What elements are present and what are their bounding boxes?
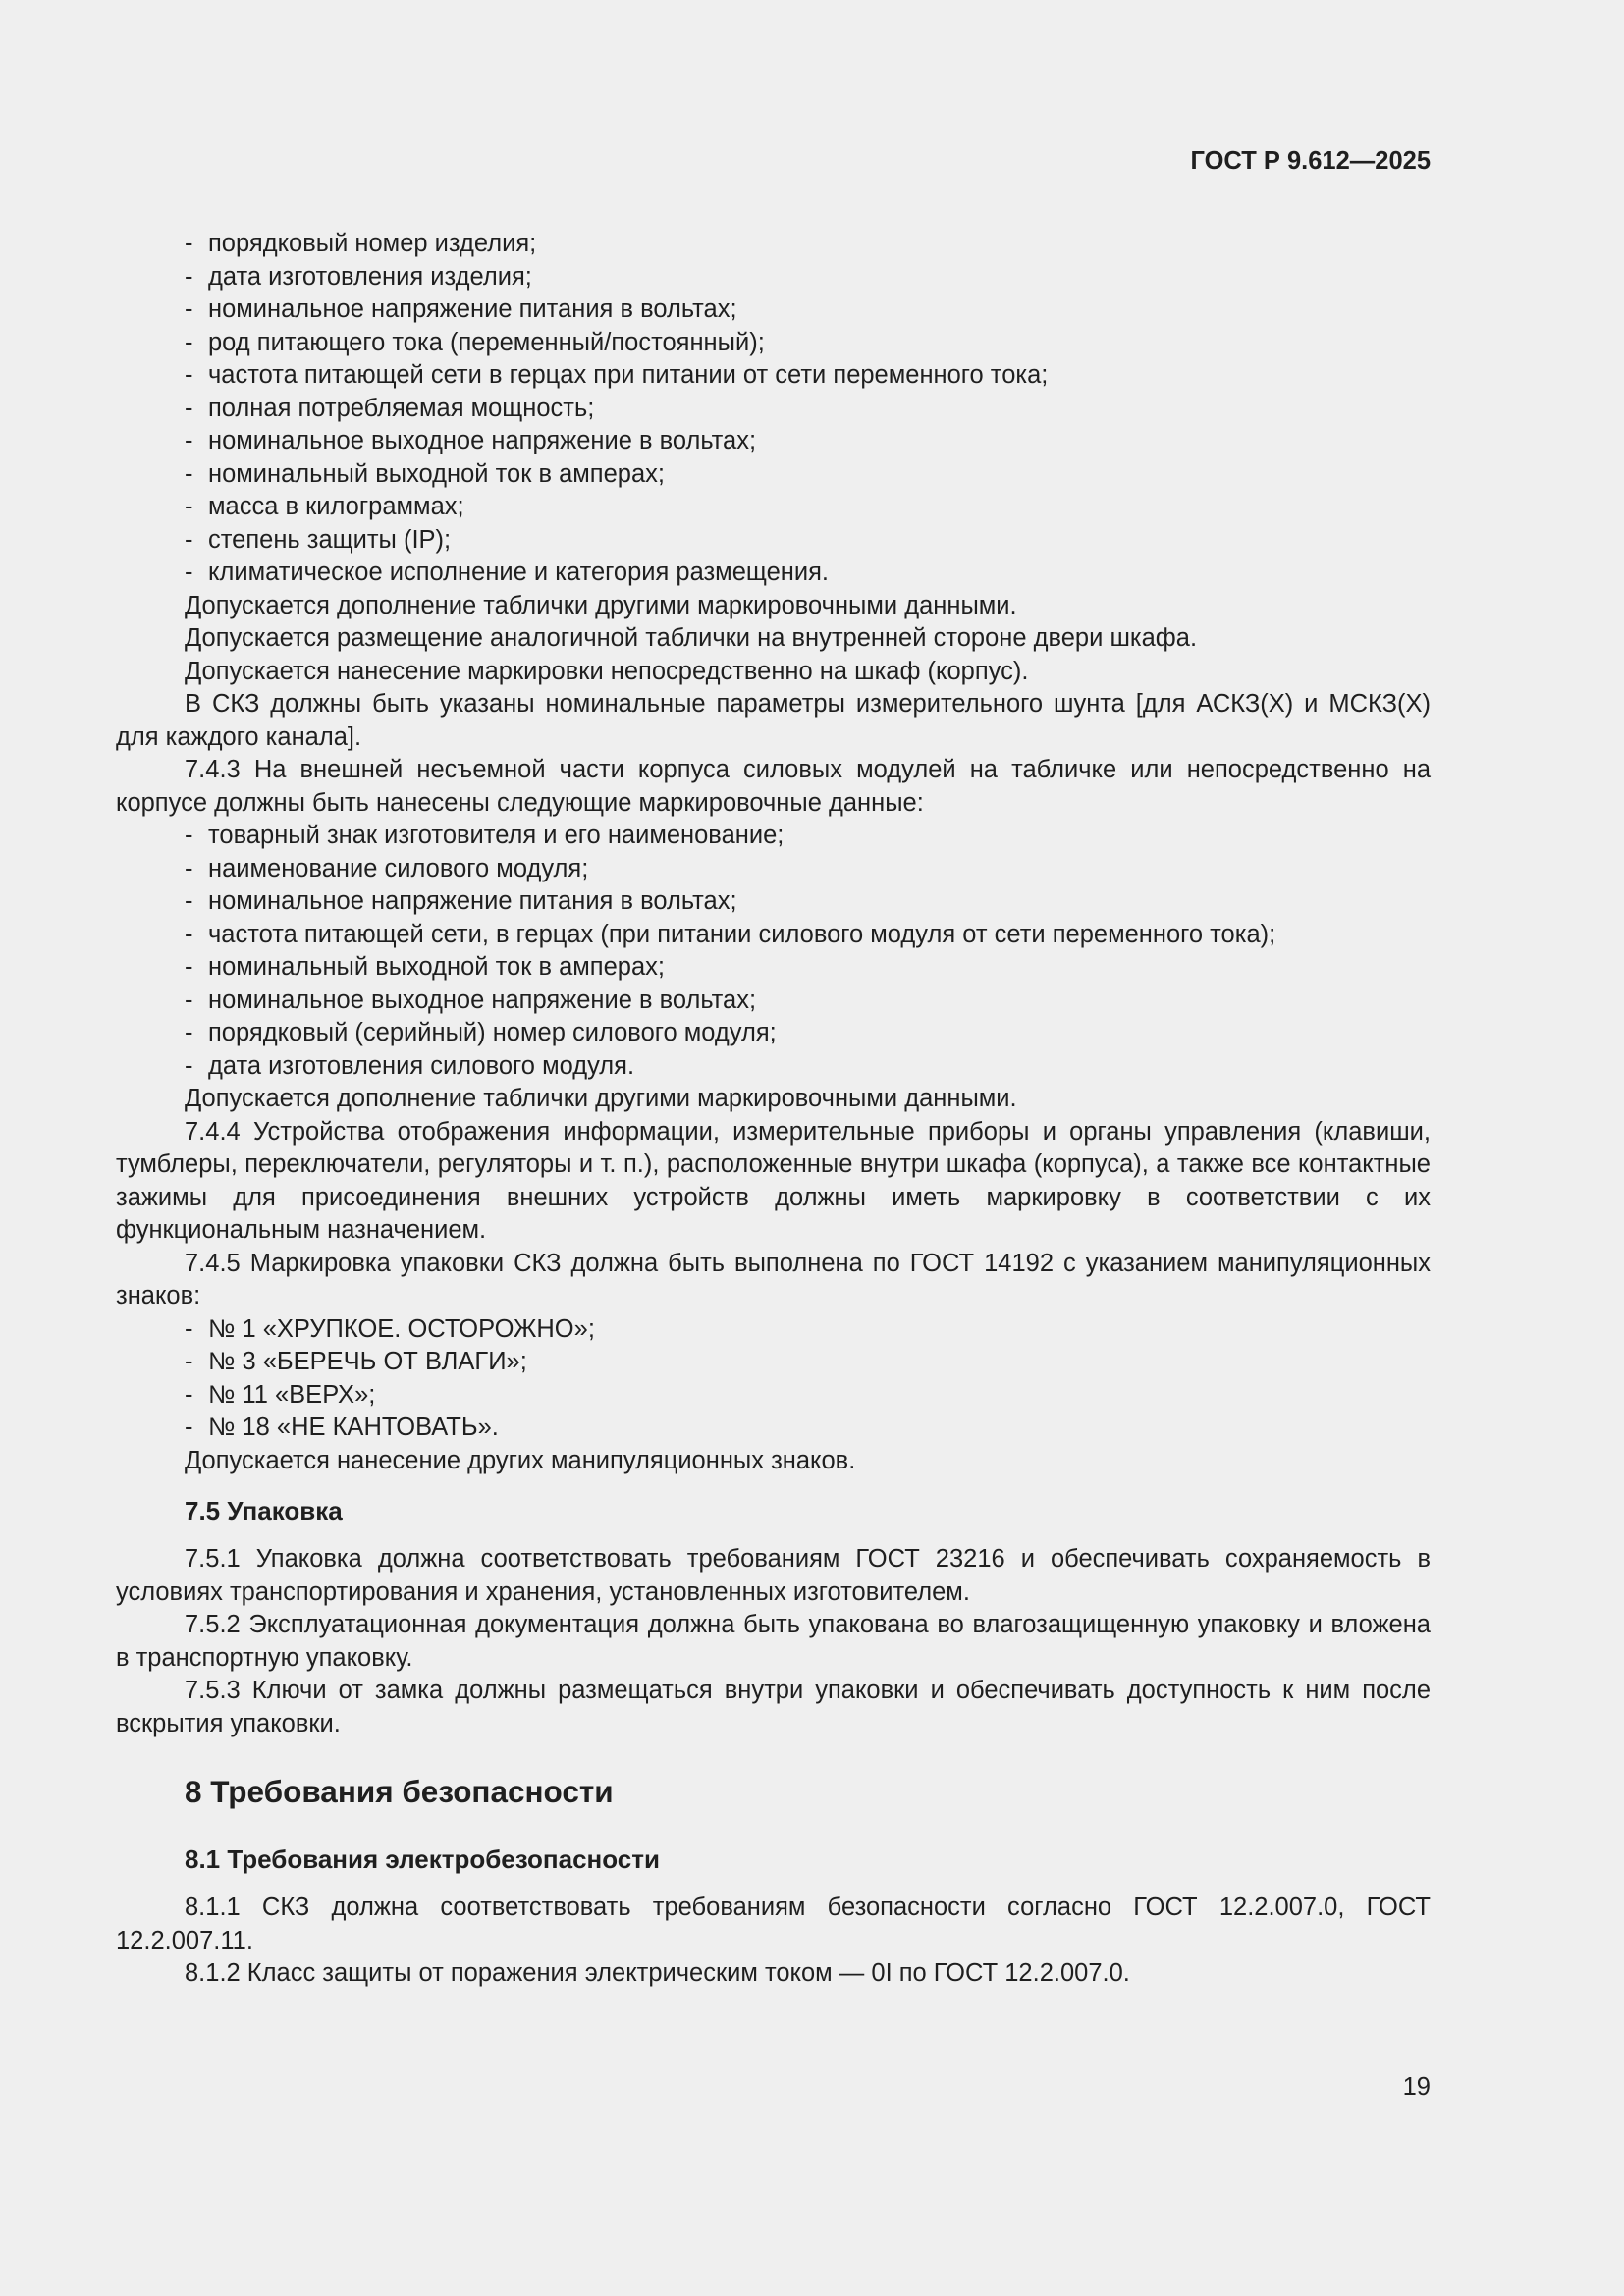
list-item: - масса в килограммах; <box>185 493 464 520</box>
list-item: - частота питающей сети в герцах при питании от сети переменного тока; <box>185 361 1049 389</box>
list-item: - дата изготовления силового модуля. <box>185 1051 635 1080</box>
list-item: - частота питающей сети, в герцах (при питании силового модуля от сети переменного тока); <box>185 920 1276 948</box>
list-item: - товарный знак изготовителя и его наименование; <box>185 822 785 849</box>
list-item: - порядковый номер изделия; <box>185 230 537 257</box>
list-item: - номинальный выходной ток в амперах; <box>185 459 665 488</box>
list-marking-data <box>116 228 1431 590</box>
clause-7-4-3: 7.4.3 На внешней несъемной части корпуса силовых модулей на табличке или непосредственно на корпусе должны быть нанесены следующие маркировочные данные: <box>116 756 1431 817</box>
list-item: - № 1 «ХРУПКОЕ. ОСТОРОЖНО»; <box>185 1314 595 1343</box>
list-item: - номинальное выходное напряжение в вольтах; <box>185 986 757 1014</box>
paragraph: Допускается размещение аналогичной таблички на внутренней стороне двери шкафа. <box>185 624 1198 652</box>
section-heading-7-5: 7.5 Упаковка <box>185 1496 343 1525</box>
list-item: - наименование силового модуля; <box>185 854 589 882</box>
paragraph: Допускается нанесение маркировки непосредственно на шкаф (корпус). <box>185 657 1029 685</box>
clause-8-1-2: 8.1.2 Класс защиты от поражения электрическим током — 0I по ГОСТ 12.2.007.0. <box>185 1959 1130 1987</box>
list-power-module-marking <box>116 820 1431 1083</box>
subsection-heading-8-1: 8.1 Требования электробезопасности <box>185 1844 660 1874</box>
list-item: - номинальное напряжение питания в вольтах; <box>185 295 737 323</box>
list-item: - степень защиты (IP); <box>185 525 452 554</box>
list-item: - полная потребляемая мощность; <box>185 394 595 422</box>
page-content <box>116 228 1431 1991</box>
list-item: - № 3 «БЕРЕЧЬ ОТ ВЛАГИ»; <box>185 1348 527 1375</box>
clause-7-5-2: 7.5.2 Эксплуатационная документация должна быть упакована во влагозащищенную упаковку и вложена в транспортную упаковку. <box>116 1611 1431 1672</box>
paragraph: Допускается дополнение таблички другими маркировочными данными. <box>185 1085 1017 1112</box>
paragraph: Допускается дополнение таблички другими маркировочными данными. <box>185 591 1017 619</box>
paragraph: В СКЗ должны быть указаны номинальные параметры измерительного шунта [для АСКЗ(Х) и МСКЗ(Х) для каждого канала]. <box>116 690 1431 751</box>
clause-7-5-1: 7.5.1 Упаковка должна соответствовать требованиям ГОСТ 23216 и обеспечивать сохраняемость в условиях транспортирования и хранения, установленных изготовителем. <box>116 1545 1431 1606</box>
list-item: - род питающего тока (переменный/постоянный); <box>185 328 765 356</box>
clause-7-4-4: 7.4.4 Устройства отображения информации, измерительные приборы и органы управления (клавиши, тумблеры, переключатели, регуляторы и т. п.), расположенные внутри шкафа (корпуса), а также все контактные зажимы для присоединения внешних устройств должны иметь маркировку в соответствии с их функциональным назначением. <box>116 1117 1431 1244</box>
page-number: 19 <box>1402 2073 1431 2101</box>
list-item: - № 11 «ВЕРХ»; <box>185 1380 376 1409</box>
clause-7-5-3: 7.5.3 Ключи от замка должны размещаться внутри упаковки и обеспечивать доступность к ним после вскрытия упаковки. <box>116 1677 1431 1737</box>
list-item: - номинальное напряжение питания в вольтах; <box>185 887 737 915</box>
list-item: - № 18 «НЕ КАНТОВАТЬ». <box>185 1414 499 1441</box>
document-code-header: ГОСТ Р 9.612—2025 <box>1190 147 1431 175</box>
list-item: - климатическое исполнение и категория размещения. <box>185 559 829 586</box>
paragraph: Допускается нанесение других манипуляционных знаков. <box>185 1446 856 1474</box>
list-item: - дата изготовления изделия; <box>185 262 532 291</box>
list-item: - порядковый (серийный) номер силового модуля; <box>185 1019 777 1046</box>
clause-7-4-5: 7.4.5 Маркировка упаковки СКЗ должна быть выполнена по ГОСТ 14192 с указанием манипуляционных знаков: <box>116 1249 1431 1309</box>
list-handling-marks <box>116 1313 1431 1445</box>
list-item: - номинальный выходной ток в амперах; <box>185 953 665 981</box>
clause-8-1-1: 8.1.1 СКЗ должна соответствовать требованиям безопасности согласно ГОСТ 12.2.007.0, ГОСТ 12.2.007.11. <box>116 1894 1431 1954</box>
section-heading-8: 8 Требования безопасности <box>185 1774 614 1809</box>
list-item: - номинальное выходное напряжение в вольтах; <box>185 427 757 454</box>
